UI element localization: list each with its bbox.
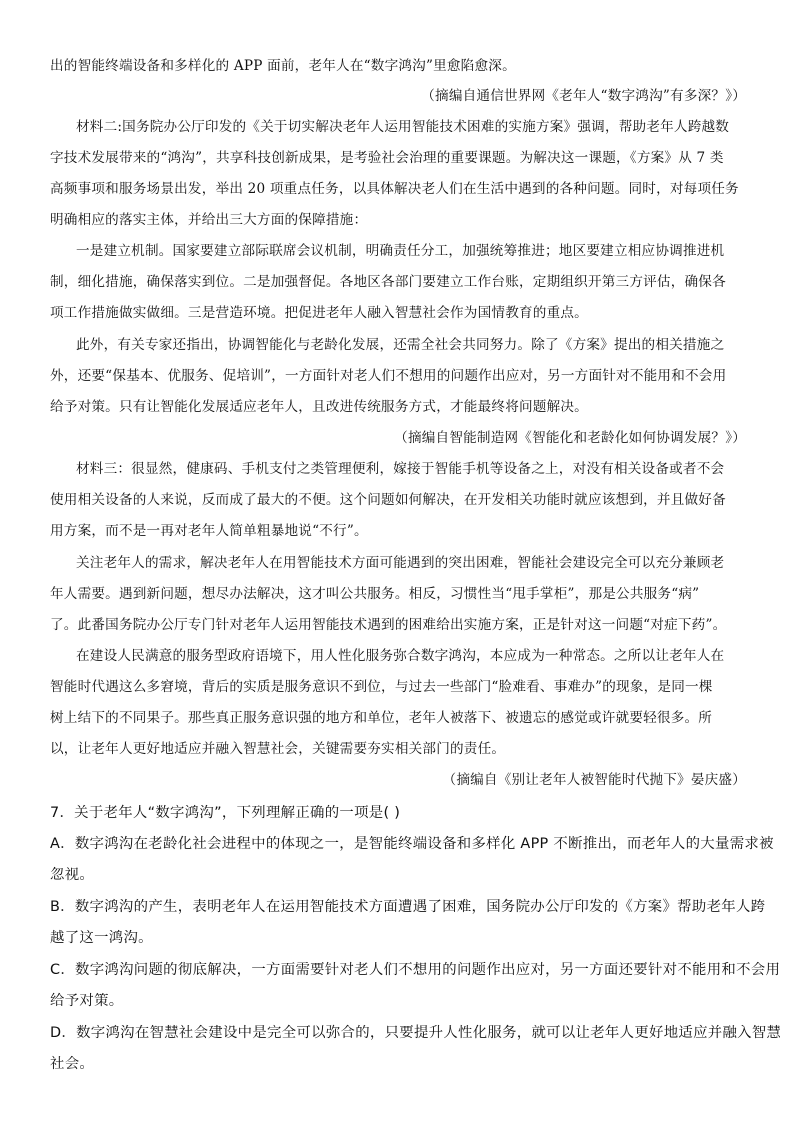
option-d-continued: 社会。 <box>50 1056 95 1072</box>
option-a: A．数字鸿沟在老龄化社会进程中的体现之一，是智能终端设备和多样化 APP 不断推出，而老年人的大量需求被 <box>50 836 774 852</box>
material-two-line: 外，还要“保基本、优服务、促培训”，一方面针对老人们不想用的问题作出应对，另一方面针对不能用和不会用 <box>50 368 727 384</box>
material-three-line: 以，让老年人更好地适应并融入智慧社会，关键需要夯实相关部门的责任。 <box>50 741 506 757</box>
material-two-line: 材料二:国务院办公厅印发的《关于切实解决老年人运用智能技术困难的实施方案》强调，帮助老年人跨越数 <box>76 119 730 135</box>
material-three-line: 用方案，而不是一再对老年人简单粗暴地说“不行”。 <box>50 523 368 539</box>
material-three-line: 智能时代遇这么多窘境，背后的实质是服务意识不到位，与过去一些部门“脸难看、事难办”的现象，是同一棵 <box>50 679 713 695</box>
material-two-line: 一是建立机制。国家要建立部际联席会议机制，明确责任分工，加强统筹推进；地区要建立相应协调推进机 <box>76 243 725 259</box>
material-two-line: 项工作措施做实做细。三是营造环境。把促进老年人融入智慧社会作为国情教育的重点。 <box>50 305 588 321</box>
material-three-line: 在建设人民满意的服务型政府语境下，用人性化服务弥合数字鸿沟，本应成为一种常态。之所以让老年人在 <box>76 648 725 664</box>
option-b: B．数字鸿沟的产生，表明老年人在运用智能技术方面遭遇了困难，国务院办公厅印发的《方案》帮助老年人跨 <box>50 899 766 915</box>
source-citation: （摘编自通信世界网《老年人“数字鸿沟”有多深？》） <box>421 88 746 104</box>
material-three-line: 材料三：很显然，健康码、手机支付之类管理便利，嫁接于智能手机等设备之上，对没有相关设备或者不会 <box>76 461 725 477</box>
material-three-line: 关注老年人的需求，解决老年人在用智能技术方面可能遇到的突出困难，智能社会建设完全可以充分兼顾老 <box>76 555 725 571</box>
material-two-line: 制，细化措施，确保落实到位。二是加强督促。各地区各部门要建立工作台账，定期组织开第三方评估，确保各 <box>50 274 726 290</box>
question-stem: 7．关于老年人“数字鸿沟”，下列理解正确的一项是( ) <box>50 805 401 821</box>
material-three-line: 了。此番国务院办公厅专门针对老年人运用智能技术遇到的困难给出实施方案，正是针对这一问题“对症下药”。 <box>50 617 727 633</box>
material-two-line: 字技术发展带来的“鸿沟”，共享科技创新成果，是考验社会治理的重要课题。为解决这一课题，《方案》从 7 类 <box>50 150 724 166</box>
material-two-line: 给予对策。只有让智能化发展适应老年人，且改进传统服务方式，才能最终将问题解决。 <box>50 399 588 415</box>
material-three-line: 年人需要。遇到新问题，想尽办法解决，这才叫公共服务。相反，习惯性当“甩手掌柜”，那是公共服务“病” <box>50 586 700 602</box>
source-citation: （摘编自《别让老年人被智能时代抛下》晏庆盛） <box>442 772 746 788</box>
material-three-line: 树上结下的不同果子。那些真正服务意识强的地方和单位，老年人被落下、被遗忘的感觉或许就要轻很多。所 <box>50 710 713 726</box>
passage-line: 出的智能终端设备和多样化的 APP 面前，老年人在“数字鸿沟”里愈陷愈深。 <box>50 58 516 74</box>
material-three-line: 使用相关设备的人来说，反而成了最大的不便。这个问题如何解决，在开发相关功能时就应该想到，并且做好备 <box>50 492 726 508</box>
material-two-line: 此外，有关专家还指出，协调智能化与老龄化发展，还需全社会共同努力。除了《方案》提出的相关措施之 <box>76 337 725 353</box>
material-two-line: 高频事项和服务场景出发，举出 20 项重点任务，以具体解决老人们在生活中遇到的各种问题。同时，对每项任务 <box>50 181 739 197</box>
material-two-line: 明确相应的落实主体，并给出三大方面的保障措施： <box>50 212 368 228</box>
option-d: D．数字鸿沟在智慧社会建设中是完全可以弥合的，只要提升人性化服务，就可以让老年人更好地适应并融入智慧 <box>50 1025 782 1041</box>
option-b-continued: 越了这一鸿沟。 <box>50 930 153 946</box>
source-citation: （摘编自智能制造网《智能化和老龄化如何协调发展？》） <box>394 430 746 446</box>
option-c: C．数字鸿沟问题的彻底解决，一方面需要针对老人们不想用的问题作出应对，另一方面还要针对不能用和不会用 <box>50 962 781 978</box>
option-c-continued: 给予对策。 <box>50 993 124 1009</box>
option-a-continued: 忽视。 <box>50 867 95 883</box>
